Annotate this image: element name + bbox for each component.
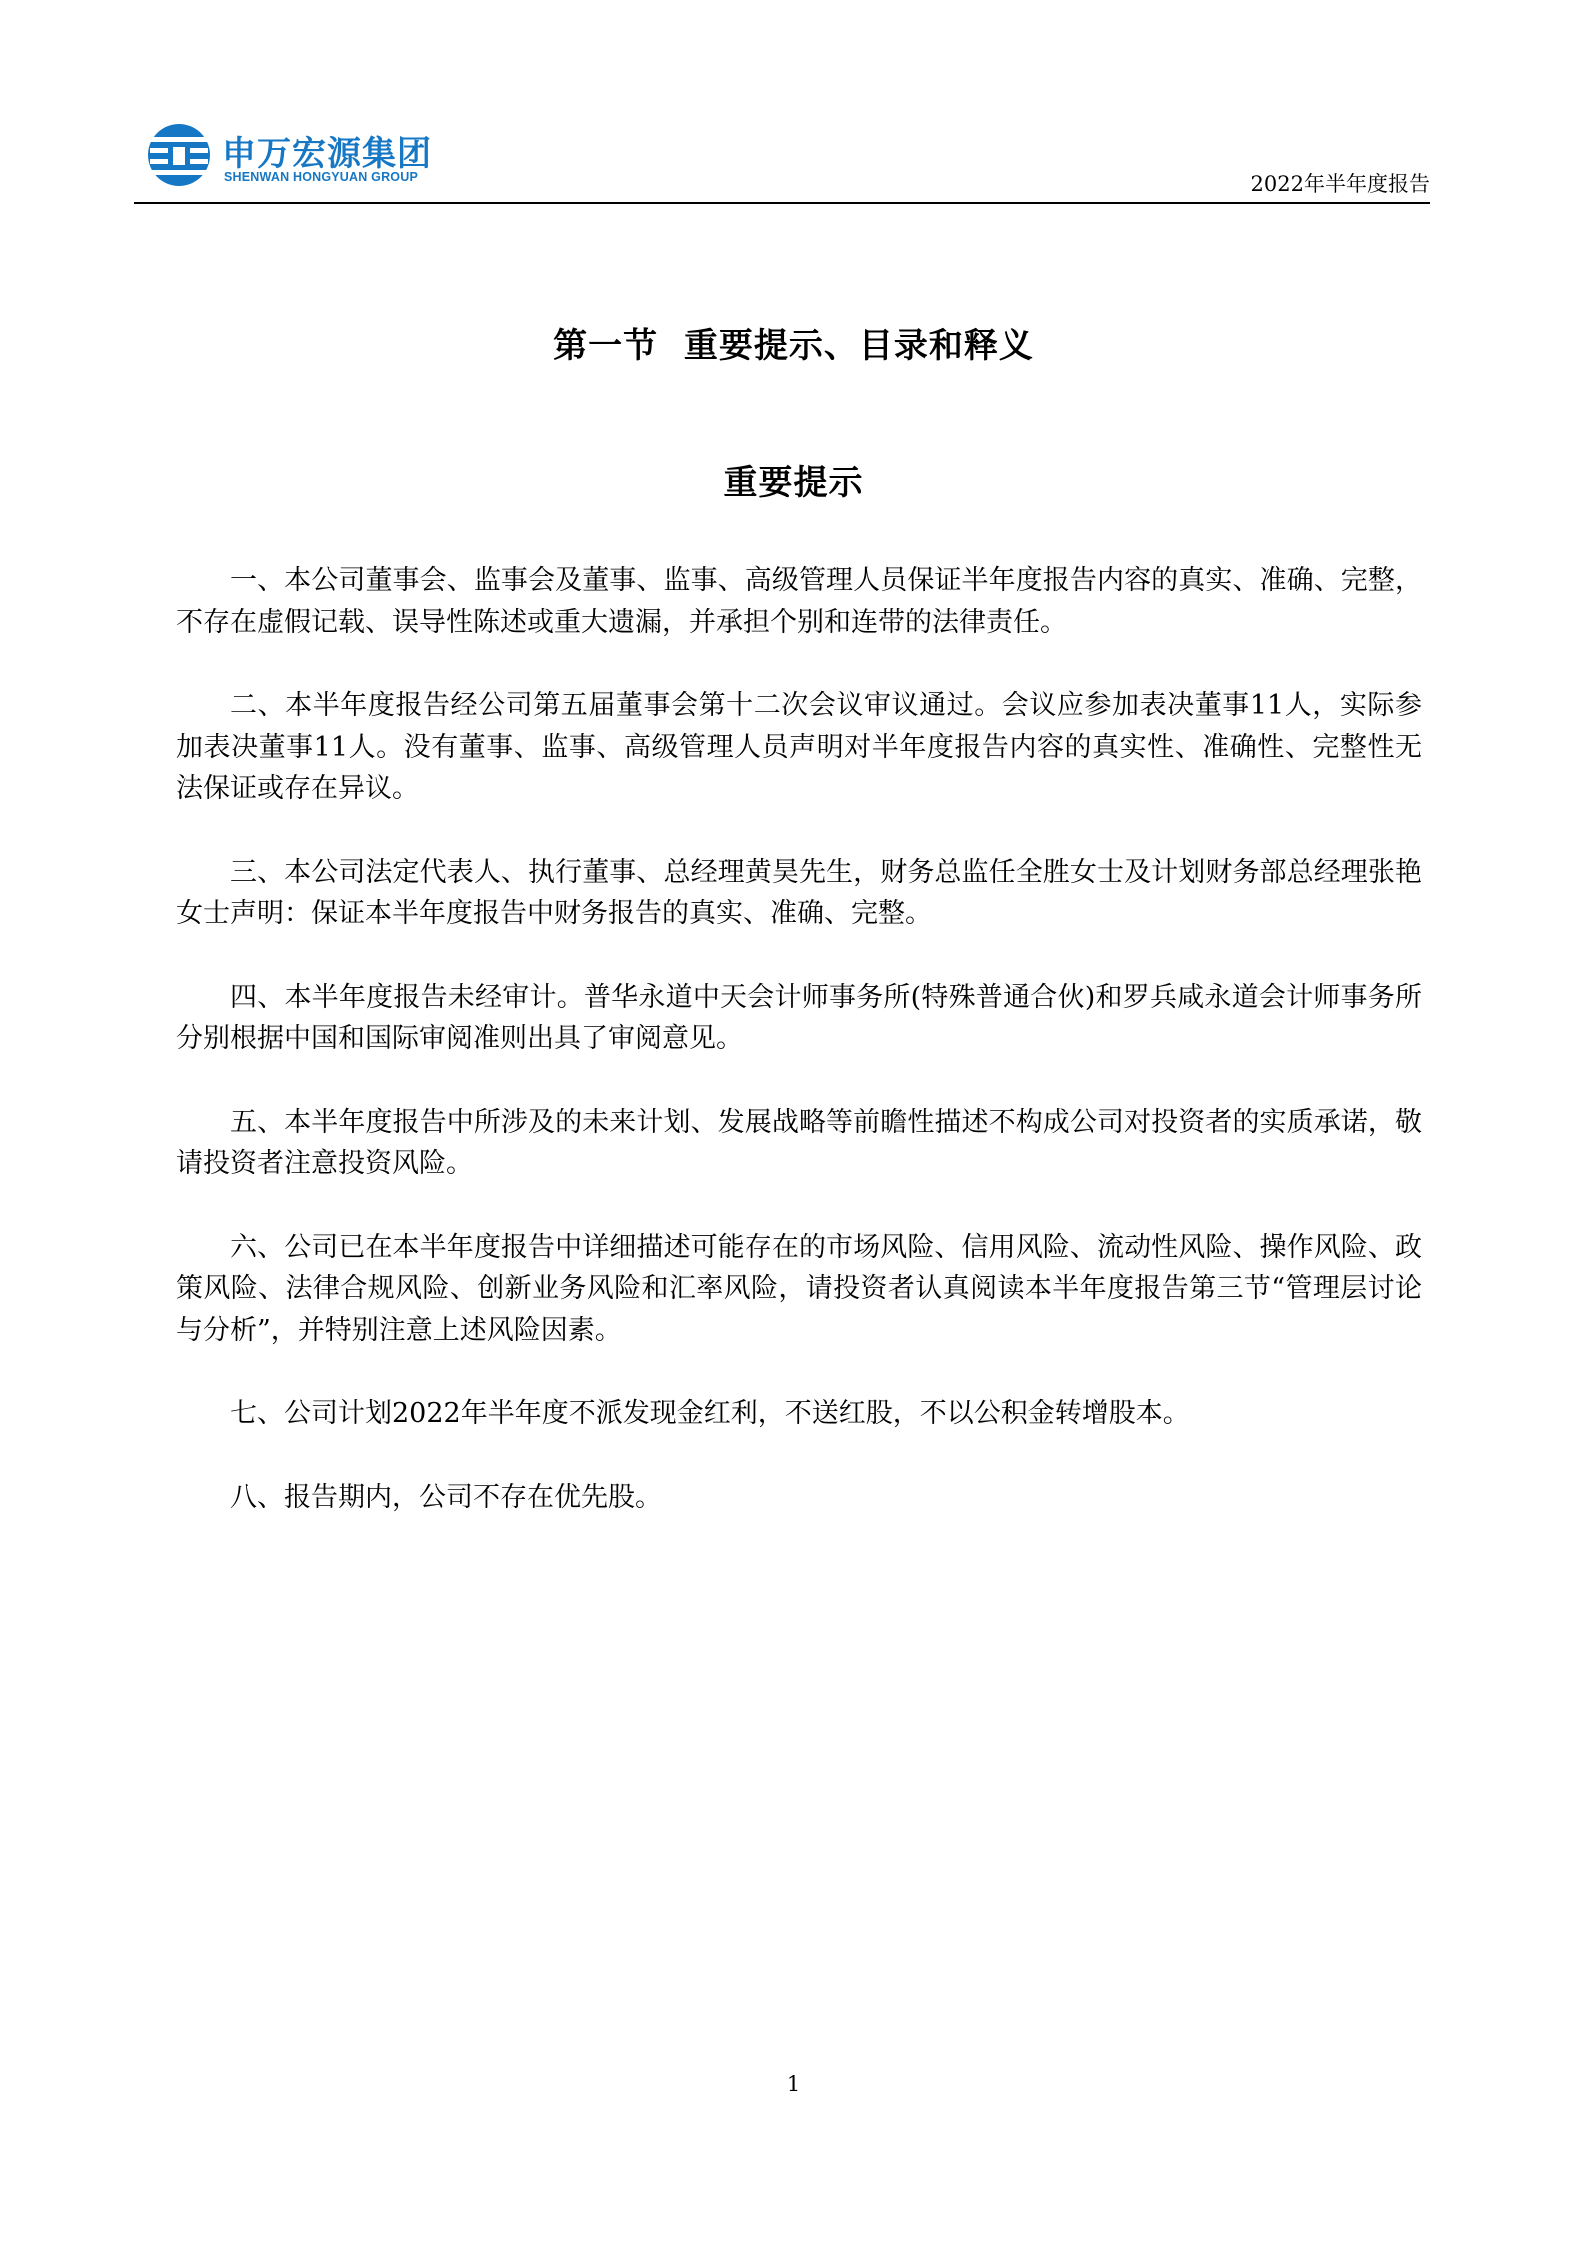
notice-paragraph: 五、本半年度报告中所涉及的未来计划、发展战略等前瞻性描述不构成公司对投资者的实质承诺，敬请投资者注意投资风险。 <box>176 1106 1422 1179</box>
company-logo <box>146 122 446 192</box>
page-number: 1 <box>786 2072 801 2096</box>
notice-paragraph: 三、本公司法定代表人、执行董事、总经理黄昊先生，财务总监任全胜女士及计划财务部总经理张艳女士声明：保证本半年度报告中财务报告的真实、准确、完整。 <box>176 856 1422 929</box>
notice-content <box>176 560 1422 1560</box>
notice-paragraph: 四、本半年度报告未经审计。普华永道中天会计师事务所(特殊普通合伙)和罗兵咸永道会计师事务所分别根据中国和国际审阅准则出具了审阅意见。 <box>176 981 1422 1054</box>
page-header <box>134 110 1430 204</box>
notice-paragraph: 八、报告期内，公司不存在优先股。 <box>230 1481 662 1513</box>
notice-paragraph: 六、公司已在本半年度报告中详细描述可能存在的市场风险、信用风险、流动性风险、操作风险、政策风险、法律合规风险、创新业务风险和汇率风险，请投资者认真阅读本半年度报告第三节“管理层讨论与分析”，并特别注意上述风险因素。 <box>176 1231 1422 1346</box>
notice-paragraph: 一、本公司董事会、监事会及董事、监事、高级管理人员保证半年度报告内容的真实、准确、完整，不存在虚假记载、误导性陈述或重大遗漏，并承担个别和连带的法律责任。 <box>176 565 1422 638</box>
section-title: 第一节 重要提示、目录和释义 <box>553 326 1034 366</box>
logo-chinese-text: 申万宏源集团 <box>222 134 432 174</box>
notice-paragraph: 二、本半年度报告经公司第五届董事会第十二次会议审议通过。会议应参加表决董事11人，实际参加表决董事11人。没有董事、监事、高级管理人员声明对半年度报告内容的真实性、准确性、完整性无法保证或存在异议。 <box>176 690 1422 804</box>
notice-paragraph: 七、公司计划2022年半年度不派发现金红利，不送红股，不以公积金转增股本。 <box>230 1398 1190 1429</box>
logo-english-text: SHENWAN HONGYUAN GROUP <box>224 170 418 184</box>
report-title: 2022年半年度报告 <box>1250 172 1430 196</box>
sub-title: 重要提示 <box>723 463 864 503</box>
shenwan-logo-icon <box>146 122 212 188</box>
